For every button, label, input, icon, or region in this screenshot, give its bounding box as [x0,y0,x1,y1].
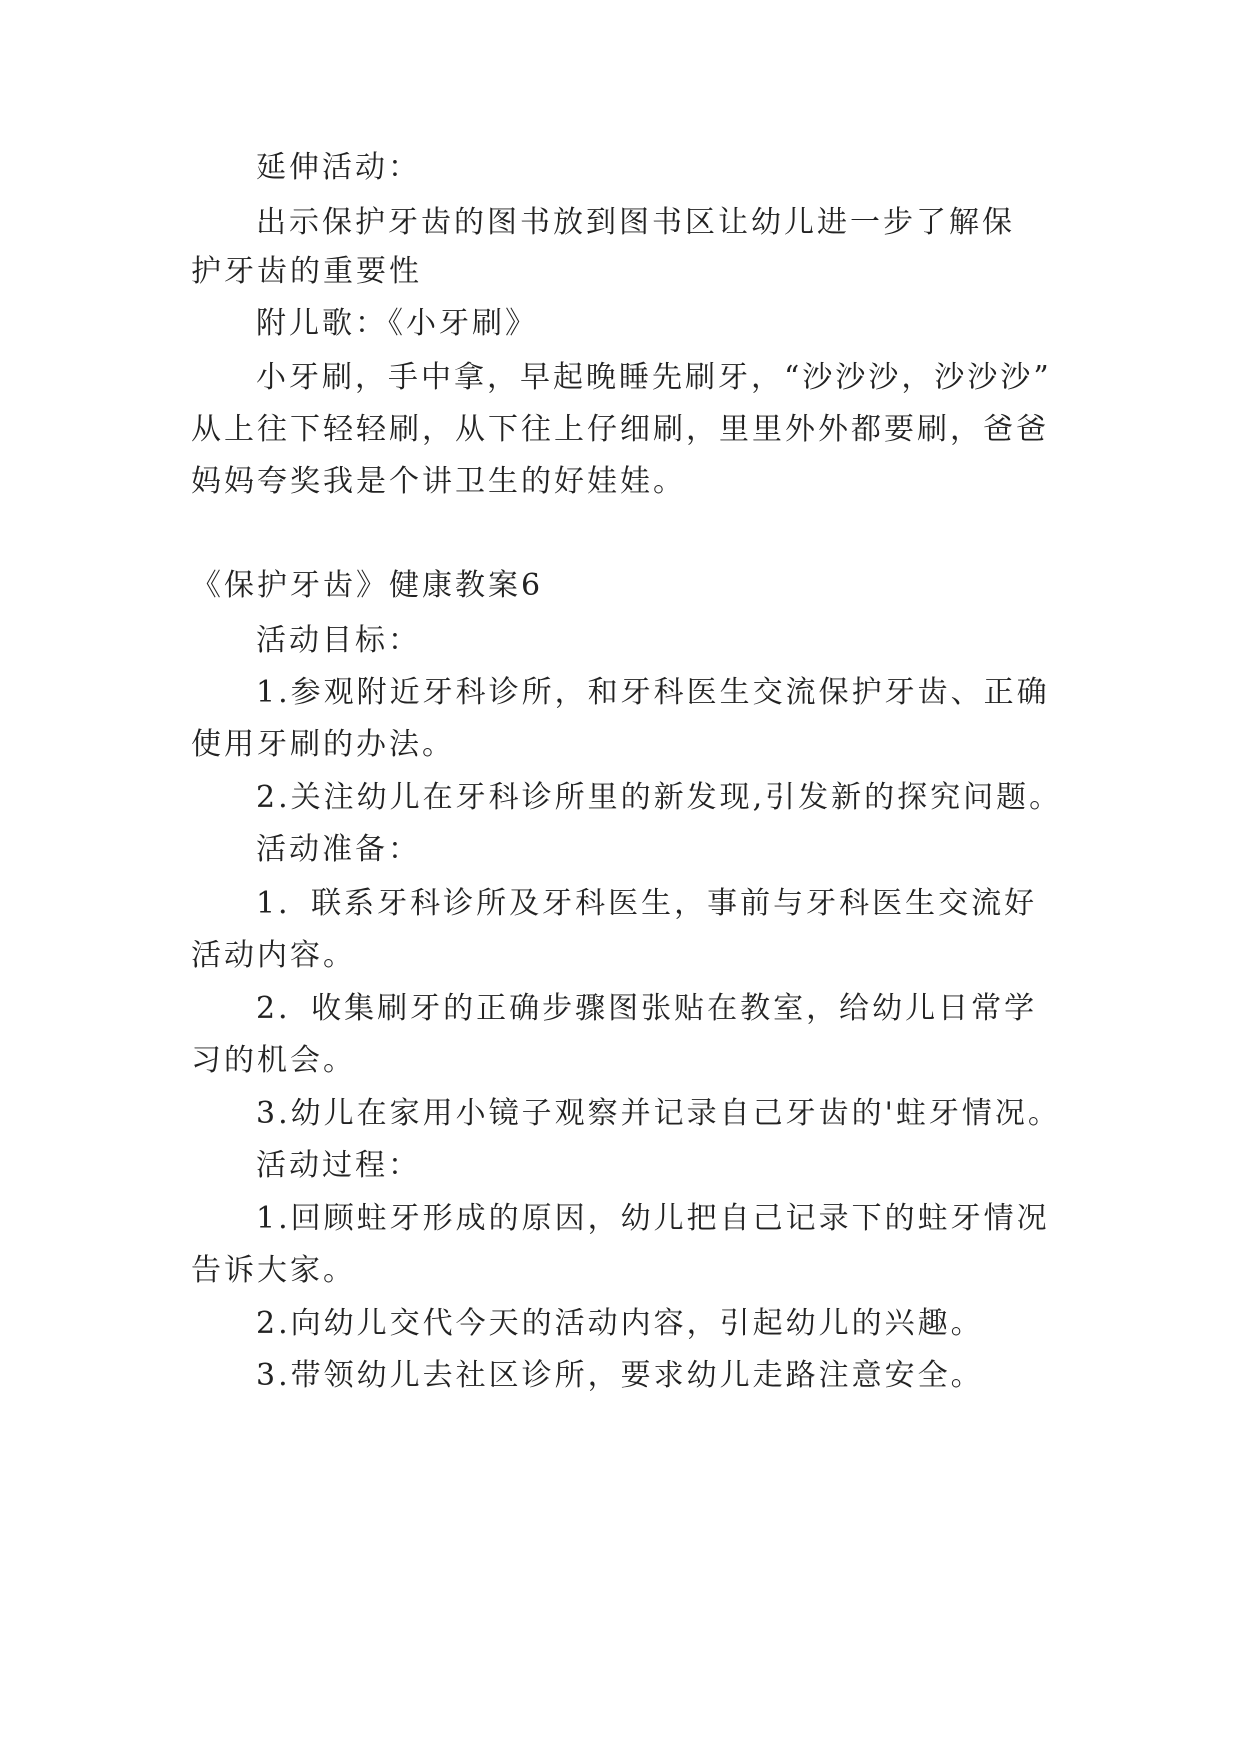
text-line: 告诉大家。 [191,1253,356,1288]
text-line: 使用牙刷的办法。 [191,727,455,762]
text-line: 从上往下轻轻刷，从下往上仔细刷，里里外外都要刷，爸爸 [191,412,1049,447]
text-line: 3.带领幼儿去社区诊所，要求幼儿走路注意安全。 [256,1358,984,1393]
text-line: 2．收集刷牙的正确步骤图张贴在教室，给幼儿日常学 [256,991,1038,1026]
text-line: 出示保护牙齿的图书放到图书区让幼儿进一步了解保 [256,205,1015,240]
text-line: 妈妈夸奖我是个讲卫生的好娃娃。 [191,464,686,499]
text-line: 1.参观附近牙科诊所，和牙科医生交流保护牙齿、正确 [256,675,1050,710]
text-line: 活动内容。 [191,938,356,973]
text-line: 2.向幼儿交代今天的活动内容，引起幼儿的兴趣。 [256,1306,984,1341]
text-line: 小牙刷，手中拿，早起晚睡先刷牙，“沙沙沙，沙沙沙” [256,360,1052,395]
text-line: 2.关注幼儿在牙科诊所里的新发现,引发新的探究问题。 [256,780,1063,815]
text-line: 1.回顾蛀牙形成的原因，幼儿把自己记录下的蛀牙情况 [256,1201,1050,1236]
text-line: 3.幼儿在家用小镜子观察并记录自己牙齿的'蛀牙情况。 [256,1096,1061,1131]
section-title: 《保护牙齿》健康教案6 [191,568,544,603]
text-line-process-heading: 活动过程： [256,1148,421,1183]
text-line-preparation-heading: 活动准备： [256,832,421,867]
text-line: 护牙齿的重要性 [191,254,422,289]
text-line: 1．联系牙科诊所及牙科医生，事前与牙科医生交流好 [256,886,1038,921]
text-line: 习的机会。 [191,1043,356,1078]
text-line-nursery-rhyme-title: 附儿歌：《小牙刷》 [256,306,538,341]
text-line-extension-heading: 延伸活动： [256,150,421,185]
text-line-goals-heading: 活动目标： [256,623,421,658]
